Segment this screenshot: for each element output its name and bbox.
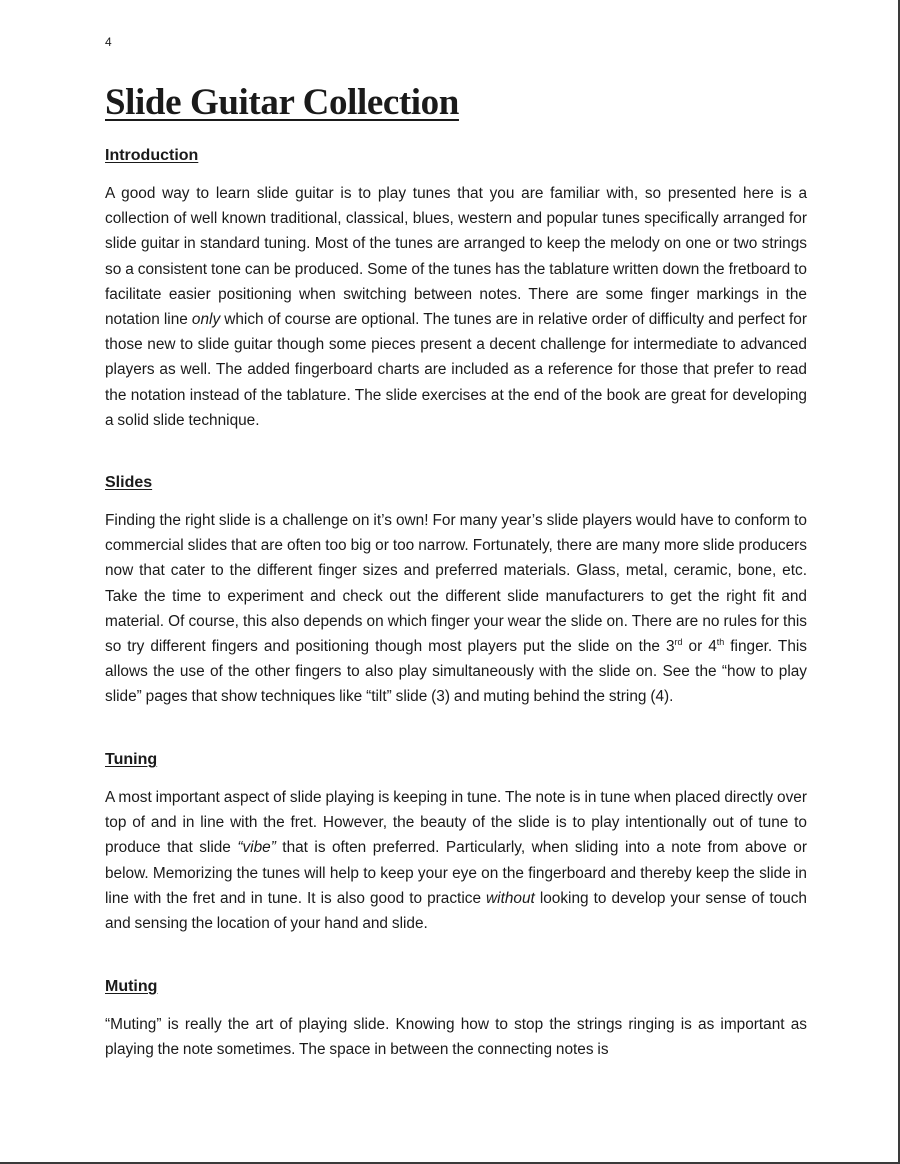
emphasis-text: without (486, 889, 535, 907)
page-number: 4 (105, 35, 112, 49)
text-run: looking to develop your sense of touch and sensing the location of your hand and slide. (105, 889, 807, 933)
section-heading-slides: Slides (105, 474, 153, 491)
section-introduction (105, 145, 807, 433)
section-tuning (105, 749, 807, 936)
section-muting (105, 976, 807, 1062)
section-slides (105, 472, 807, 710)
emphasis-text: only (191, 311, 221, 329)
page-title: Slide Guitar Collection (105, 82, 459, 123)
superscript: th (716, 637, 725, 648)
text-run: A good way to learn slide guitar is to play tunes that you are familiar with, so presented here is a collection of well known traditional, classical, blues, western and popular tunes specifically arranged for slide guitar in standard tuning. Most of the tunes are arranged to keep the melody on one or two strings so a consistent tone can be produced. Some of the tunes has the tablature written down the fretboard to facilitate easier positioning when switching between notes. There are some finger markings in the notation line (105, 185, 807, 329)
text-run: or 4 (682, 638, 717, 656)
paragraph-slides (105, 508, 807, 710)
paragraph-tuning (105, 785, 807, 936)
superscript: rd (674, 637, 683, 648)
emphasis-text: “vibe” (237, 839, 276, 857)
text-run: A most important aspect of slide playing is keeping in tune. The note is in tune when placed directly over top of and in line with the fret. However, the beauty of the slide is to play intentionally out of tune to produce that slide (105, 789, 807, 857)
paragraph-introduction (105, 181, 807, 433)
section-heading-introduction: Introduction (105, 147, 199, 164)
text-run: finger. This allows the use of the other fingers to also play simultaneously with the slide on. See the “how to play slide” pages that show techniques like “tilt” slide (3) and muting behind the string (4). (105, 638, 807, 706)
text-run: which of course are optional. The tunes are in relative order of difficulty and perfect for those new to slide guitar though some pieces present a decent challenge for intermediate to advanced players as well. The added fingerboard charts are included as a reference for those that prefer to read the notation instead of the tablature. The slide exercises at the end of the book are great for developing a solid slide technique. (105, 311, 807, 429)
text-run: that is often preferred. Particularly, when sliding into a note from above or below. Memorizing the tunes will help to keep your eye on the fingerboard and thereby keep the slide in line with the fret and in tune. It is also good to practice (105, 839, 807, 907)
text-run: “Muting” is really the art of playing slide. Knowing how to stop the strings ringing is as important as playing the note sometimes. The space in between the connecting notes is (105, 1016, 807, 1059)
paragraph-muting (105, 1012, 807, 1062)
section-heading-tuning: Tuning (105, 751, 158, 768)
section-heading-muting: Muting (105, 978, 158, 995)
text-run: Finding the right slide is a challenge on it’s own! For many year’s slide players would have to conform to commercial slides that are often too big or too narrow. Fortunately, there are many more slide producers now that cater to the different finger sizes and preferred materials. Glass, metal, ceramic, bone, etc. Take the time to experiment and check out the different slide manufacturers to get the right fit and material. Of course, this also depends on which finger your wear the slide on. There are no rules for this so try different fingers and positioning though most players put the slide on the 3 (105, 512, 807, 656)
